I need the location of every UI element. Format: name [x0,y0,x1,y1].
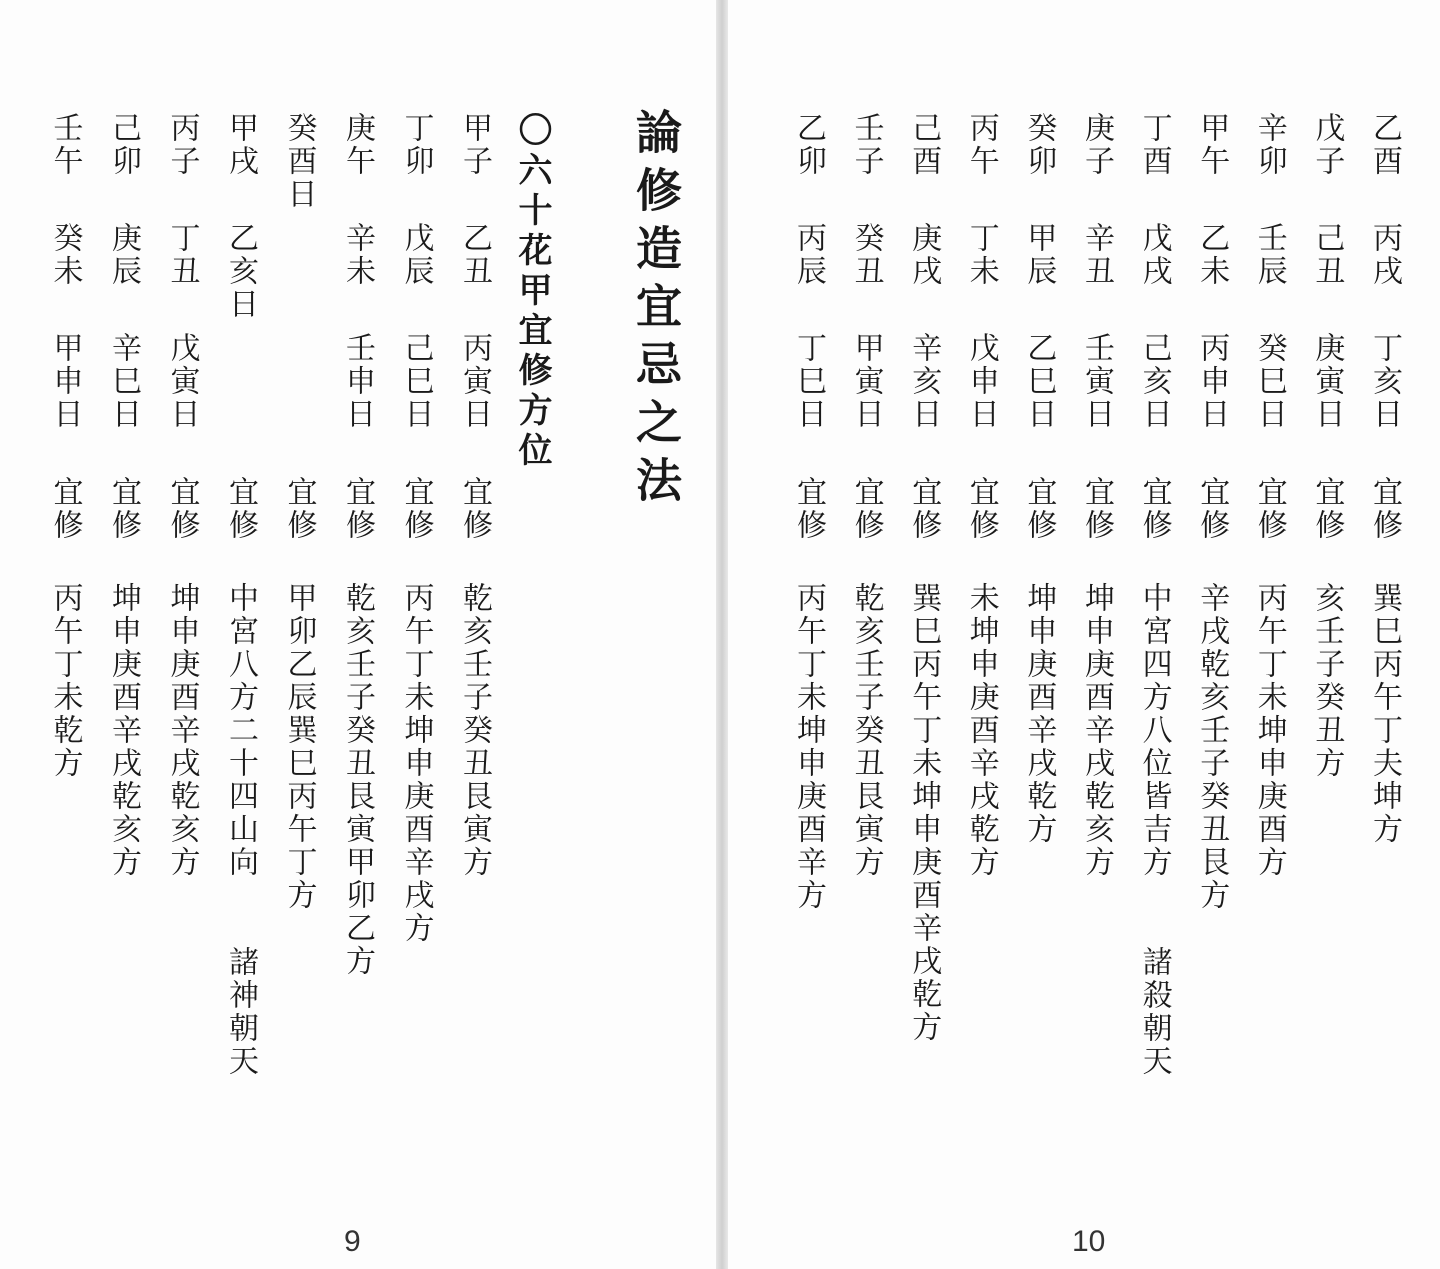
entry-d3: 戊申日 [963,332,999,431]
entry-days: 己卯 [106,112,141,178]
entry-yi: 宜修 [1367,476,1402,542]
page-number-right: 10 [1072,1225,1106,1258]
entry-d2: 乙丑 [457,222,492,288]
entry-dir: 坤申庚酉辛戌乾亥方 [1079,582,1114,879]
entry-days: 丁卯 [398,112,434,178]
entry-dir: 甲卯乙辰巽巳丙午丁方 [281,582,317,912]
entry-days: 丁酉 [1136,112,1172,178]
entry-d2: 壬辰 [1251,222,1287,288]
entry-yi: 宜修 [791,476,826,542]
entry-days: 乙卯 [791,112,826,178]
entry-days: 壬子 [848,112,884,178]
entry-dir: 丙午丁未坤申庚酉方 [1251,582,1287,879]
entry-yi: 宜修 [457,476,492,542]
entry-d3: 壬寅日 [1079,332,1114,431]
entry-yi: 宜修 [340,476,375,542]
entry-d2: 乙未 [1194,222,1230,288]
entry-days: 甲戌 [223,112,258,178]
entry-days: 庚子 [1079,112,1114,178]
entry-yi: 宜修 [963,476,999,542]
entry-d2: 癸未 [47,222,83,288]
entry-d2: 丁丑 [164,222,200,288]
entry-d2: 辛丑 [1079,222,1114,288]
entry-d2: 癸丑 [848,222,884,288]
entry-dir: 坤申庚酉辛戌乾亥方 [164,582,200,879]
entry-d2: 甲辰 [1021,222,1057,288]
entry-yi: 宜修 [1079,476,1114,542]
entry-dir: 乾亥壬子癸丑艮寅方 [848,582,884,879]
entry-dir: 巽巳丙午丁夫坤方 [1367,582,1402,846]
entry-days: 壬午 [47,112,83,178]
entry-days: 癸卯 [1021,112,1057,178]
entry-d2: 丙辰 [791,222,826,288]
entry-yi: 宜修 [1194,476,1230,542]
entry-d3: 丙寅日 [457,332,492,431]
section-heading: 〇六十花甲宜修方位 [512,112,552,472]
entry-days: 甲午 [1194,112,1230,178]
entry-d2: 戊辰 [398,222,434,288]
entry-d3: 壬申日 [340,332,375,431]
entry-dir: 中宮四方八位皆吉方 [1136,582,1172,879]
entry-d3: 丁巳日 [791,332,826,431]
entry-yi: 宜修 [281,476,317,542]
entry-yi: 宜修 [1136,476,1172,542]
entry-yi: 宜修 [906,476,942,542]
entry-extra: 諸殺朝天 [1136,946,1172,1078]
entry-days: 辛卯 [1251,112,1287,178]
entry-d2: 丙戌 [1367,222,1402,288]
entry-yi: 宜修 [398,476,434,542]
entry-days: 丙午 [963,112,999,178]
entry-d3: 庚寅日 [1309,332,1345,431]
entry-yi: 宜修 [106,476,141,542]
entry-d2: 乙亥日 [223,222,258,321]
entry-days: 己酉 [906,112,942,178]
entry-d3: 丙申日 [1194,332,1230,431]
entry-yi: 宜修 [47,476,83,542]
entry-dir: 丙午丁未乾方 [47,582,83,780]
entry-yi: 宜修 [1309,476,1345,542]
entry-days: 癸酉日 [281,112,317,211]
entry-d3: 丁亥日 [1367,332,1402,431]
entry-days: 庚午 [340,112,375,178]
entry-yi: 宜修 [1251,476,1287,542]
entry-d3: 癸巳日 [1251,332,1287,431]
entry-d3: 己巳日 [398,332,434,431]
entry-dir: 丙午丁未坤申庚酉辛戌方 [398,582,434,945]
entry-days: 戊子 [1309,112,1345,178]
entry-d3: 己亥日 [1136,332,1172,431]
entry-dir: 丙午丁未坤申庚酉辛方 [791,582,826,912]
entry-d2: 庚辰 [106,222,141,288]
entry-days: 乙酉 [1367,112,1402,178]
entry-days: 甲子 [457,112,492,178]
entry-d3: 辛亥日 [906,332,942,431]
entry-yi: 宜修 [1021,476,1057,542]
entry-d3: 甲寅日 [848,332,884,431]
entry-dir: 巽巳丙午丁未坤申庚酉辛戌乾方 [906,582,942,1044]
entry-d3: 戊寅日 [164,332,200,431]
entry-dir: 乾亥壬子癸丑艮寅甲卯乙方 [340,582,375,978]
entry-dir: 坤申庚酉辛戌乾亥方 [106,582,141,879]
entry-d2: 戊戌 [1136,222,1172,288]
right-page [728,0,1440,1269]
entry-yi: 宜修 [223,476,258,542]
page-title: 論修造宜忌之法 [629,108,683,514]
entry-dir: 未坤申庚酉辛戌乾方 [963,582,999,879]
entry-d3: 辛巳日 [106,332,141,431]
book-gutter [716,0,728,1269]
entry-d2: 辛未 [340,222,375,288]
entry-dir: 坤申庚酉辛戌乾方 [1021,582,1057,846]
entry-d2: 庚戌 [906,222,942,288]
entry-d3: 乙巳日 [1021,332,1057,431]
entry-yi: 宜修 [848,476,884,542]
left-page [0,0,716,1269]
entry-d2: 己丑 [1309,222,1345,288]
entry-dir: 辛戌乾亥壬子癸丑艮方 [1194,582,1230,912]
entry-d3: 甲申日 [47,332,83,431]
entry-dir: 亥壬子癸丑方 [1309,582,1345,780]
entry-days: 丙子 [164,112,200,178]
entry-yi: 宜修 [164,476,200,542]
page-number-left: 9 [344,1225,361,1258]
entry-dir: 乾亥壬子癸丑艮寅方 [457,582,492,879]
entry-dir: 中宮八方二十四山向 [223,582,258,879]
entry-d2: 丁未 [963,222,999,288]
entry-extra: 諸神朝天 [223,946,258,1078]
